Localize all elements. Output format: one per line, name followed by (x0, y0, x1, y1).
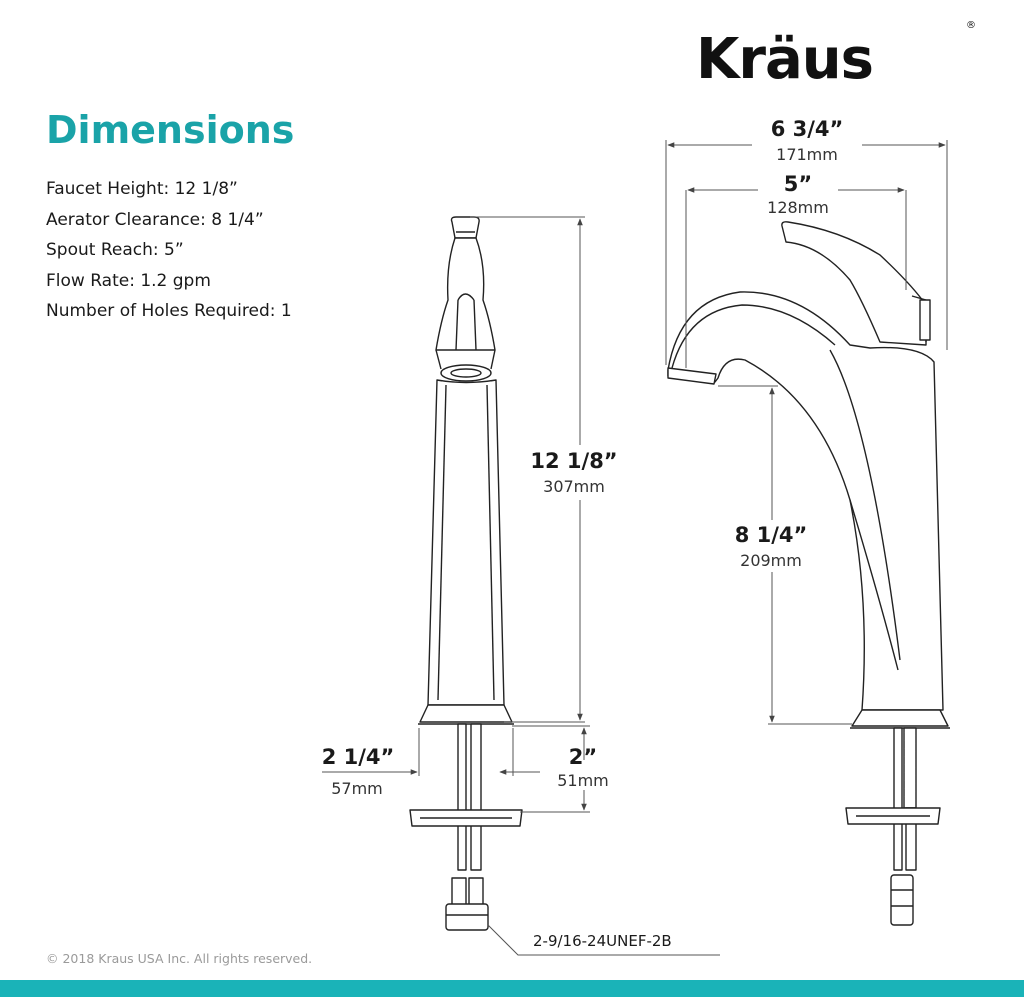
overall-width-metric: 171mm (776, 145, 838, 164)
base-diameter-imperial: 2 1/4” (321, 745, 395, 769)
aerator-clearance-metric: 209mm (740, 551, 802, 570)
spec-flow-rate: Flow Rate: 1.2 gpm (46, 271, 211, 291)
faucet-height-metric: 307mm (543, 477, 605, 496)
front-view-faucet (410, 217, 522, 930)
logo-text: Kräus (696, 27, 873, 92)
faucet-height-imperial: 12 1/8” (530, 449, 618, 473)
spec-holes-required: Number of Holes Required: 1 (46, 301, 292, 321)
thread-spec-label: 2-9/16-24UNEF-2B (533, 932, 672, 950)
footer-bar (0, 980, 1024, 997)
spout-reach-imperial: 5” (783, 172, 813, 196)
spec-spout-reach: Spout Reach: 5” (46, 240, 184, 260)
copyright-text: © 2018 Kraus USA Inc. All rights reserved. (46, 951, 313, 966)
overall-width-imperial: 6 3/4” (770, 117, 844, 141)
base-height-imperial: 2” (568, 745, 598, 769)
spout-reach-metric: 128mm (767, 198, 829, 217)
base-height-metric: 51mm (557, 771, 609, 790)
side-view-faucet (668, 222, 950, 925)
kraus-logo (696, 20, 976, 92)
dimension-labels (322, 117, 844, 950)
aerator-clearance-imperial: 8 1/4” (734, 523, 808, 547)
spec-faucet-height: Faucet Height: 12 1/8” (46, 179, 238, 199)
spec-list (46, 179, 292, 321)
page-title: Dimensions (46, 108, 295, 152)
base-diameter-metric: 57mm (331, 779, 383, 798)
spec-aerator-clearance: Aerator Clearance: 8 1/4” (46, 210, 264, 230)
registered-mark: ® (966, 20, 976, 31)
